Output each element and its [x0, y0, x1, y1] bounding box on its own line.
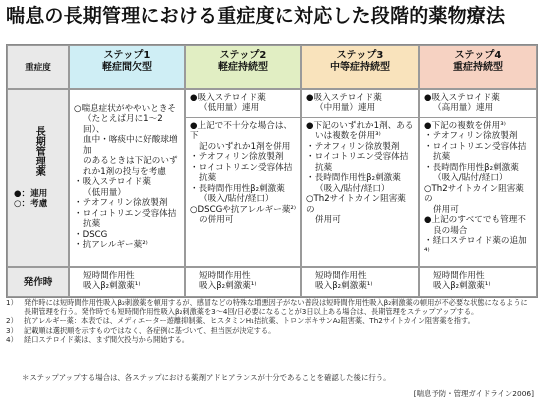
list-item: （たとえば月に1〜2回）、	[83, 114, 163, 135]
legend-use: ●：連用	[14, 188, 48, 199]
list-item: ・ロイコトリエン受容体拮	[190, 162, 293, 173]
divider	[302, 117, 418, 118]
step4-long-term	[419, 89, 537, 267]
therapy-table	[6, 44, 538, 298]
list-item: ・テオフィリン徐放製剤	[74, 198, 168, 209]
footnote	[6, 298, 534, 316]
legend-consider: ○：考慮	[14, 198, 48, 209]
list-item: ・抗アレルギー薬²⁾	[74, 240, 148, 251]
list-item: 併用可	[433, 204, 459, 215]
list-item: ●上記で不十分な場合は、下	[190, 120, 293, 142]
list-item: 抗薬	[315, 162, 333, 173]
footnote-text: 記載順は選択順を示すものではなく、各症例に基づいて、担当医が決定する。	[24, 325, 276, 335]
list-item: の併用可	[199, 215, 234, 226]
footnote	[6, 326, 534, 335]
list-item: ●下記の複数を併用³⁾	[424, 120, 506, 131]
footnote	[6, 316, 534, 325]
attack-line2: 吸入β₂刺激薬¹⁾	[315, 281, 373, 292]
footnotes	[6, 298, 534, 344]
divider	[186, 117, 300, 118]
list-item: ●吸入ステロイド薬	[306, 93, 382, 103]
attack-line2: 吸入β₂刺激薬¹⁾	[433, 281, 491, 292]
step4-label: ステップ4	[454, 50, 502, 61]
page-title: 喘息の長期管理における重症度に対応した段階的薬物療法	[6, 5, 506, 27]
attack-header	[7, 267, 69, 297]
step3-long-term	[301, 89, 419, 267]
footnote-number: 2）	[6, 316, 18, 326]
source-citation: [喘息予防・管理ガイドライン2006]	[413, 389, 534, 398]
footnote-number: 3）	[6, 325, 18, 335]
list-item: ・DSCG	[74, 229, 108, 240]
list-item: 抗薬	[433, 152, 451, 163]
footnote-number: 1）	[6, 298, 18, 307]
attack-line2: 吸入β₂刺激薬¹⁾	[83, 281, 141, 292]
list-item: ○Th2サイトカイン阻害薬の	[424, 183, 524, 205]
divider	[420, 117, 536, 118]
step3-name: 中等症持続型	[330, 62, 390, 74]
step1-attack	[69, 267, 185, 297]
footnote-text: 発作時には短時間作用性吸入β₂刺激薬を頓用するが、感冒などの特殊な増悪因子がない普段は短時間作用性吸入β₂刺激薬の頓用が不必要な状態になるように長期管理を行う。発作時でも短時間作用性吸入β₂刺激薬を3〜4回/日必要になることが3日以上ある場合は、長期管理をステップアップする。	[24, 298, 528, 317]
long-term-text: 長期管理薬	[33, 126, 45, 176]
long-term-header	[7, 89, 69, 267]
list-item: いは複数を併用³⁾	[315, 131, 381, 142]
list-item: （低用量）連用	[199, 103, 260, 114]
list-item: ・経口ステロイド薬の追加⁴⁾	[424, 236, 527, 257]
step2-header	[185, 45, 301, 89]
list-item: ・テオフィリン徐放製剤	[424, 131, 518, 142]
list-item: のあるときは下記のいず	[83, 156, 178, 167]
list-item: （吸入/貼付/経口）	[315, 183, 390, 194]
list-item: ●下記のいずれか1剤、ある	[306, 120, 414, 131]
list-item: ・ロイコトリエン受容体拮	[306, 152, 409, 163]
list-item: ○Th2サイトカイン阻害薬の	[306, 194, 406, 215]
step4-attack	[419, 267, 537, 297]
list-item: ●吸入ステロイド薬	[424, 93, 500, 103]
long-term-label	[8, 126, 68, 181]
step3-header	[301, 45, 419, 89]
step1-header	[69, 45, 185, 89]
list-item: ・長時間作用性β₂刺激薬	[306, 173, 401, 184]
step2-label: ステップ2	[219, 50, 267, 61]
step4-name: 重症持続型	[453, 62, 503, 74]
list-item: 併用可	[315, 215, 341, 226]
step4-header	[419, 45, 537, 89]
list-item: ●上記のすべてでも管理不	[424, 215, 526, 226]
attack-line1: 短時間作用性	[315, 271, 367, 281]
attack-label: 発作時	[23, 277, 53, 288]
step3-attack	[301, 267, 419, 297]
list-item: 記のいずれか1剤を併用	[199, 141, 291, 152]
attack-line2: 吸入β₂刺激薬¹⁾	[199, 281, 257, 292]
list-item: ・テオフィリン徐放製剤	[306, 141, 400, 152]
severity-label: 重症度	[25, 63, 51, 73]
step2-long-term	[185, 89, 301, 267]
list-item: ・長時間作用性β₂刺激薬	[190, 183, 285, 194]
step1-long-term	[69, 89, 185, 267]
severity-header	[7, 45, 69, 89]
step2-name: 軽症持続型	[218, 62, 268, 74]
attack-line1: 短時間作用性	[433, 271, 485, 281]
list-item: ・ロイコトリエン受容体拮	[424, 141, 527, 152]
list-item: ●吸入ステロイド薬	[190, 93, 266, 103]
list-item: ○喘息症状がややいときそ	[74, 104, 177, 114]
list-item: ・テオフィリン徐放製剤	[190, 152, 284, 163]
legend	[8, 189, 68, 210]
step3-label: ステップ3	[336, 50, 384, 61]
step-up-note: ＊ステップアップする場合は、各ステップにおける薬剤アドヒアランスが十分であることを確認した後に行う。	[22, 373, 391, 382]
list-item: ・長時間作用性β₂刺激薬	[424, 162, 519, 173]
list-item: 血中・喀痰中に好酸球増加	[83, 135, 178, 156]
step1-label: ステップ1	[103, 50, 151, 61]
list-item: （中用量）連用	[315, 103, 376, 114]
list-item: （低用量）	[83, 187, 126, 198]
list-item: 抗薬	[199, 173, 217, 184]
list-item: （高用量）連用	[433, 103, 494, 114]
attack-line1: 短時間作用性	[83, 271, 135, 281]
list-item: 良の場合	[433, 225, 468, 236]
attack-line1: 短時間作用性	[199, 271, 251, 281]
footnote-text: 経口ステロイド薬は、まず間欠投与から開始する。	[24, 334, 189, 344]
step2-attack	[185, 267, 301, 297]
footnote-text: 抗アレルギー薬：本表では、メディエーター遊離抑制薬、ヒスタミンH₁拮抗薬、トロンボキサンA₂阻害薬、Th2サイトカイン阻害薬を指す。	[24, 316, 475, 326]
list-item: 抗薬	[83, 219, 101, 230]
list-item: ・吸入ステロイド薬	[74, 177, 151, 188]
footnote	[6, 335, 534, 344]
list-item: ○DSCGや抗アレルギー薬²⁾	[190, 204, 296, 215]
footnote-number: 4）	[6, 334, 18, 344]
step1-name: 軽症間欠型	[102, 62, 152, 74]
list-item: れか1剤の投与を考慮	[83, 166, 166, 177]
list-item: （吸入/貼付/経口）	[433, 173, 508, 184]
list-item: ・ロイコトリエン受容体拮	[74, 208, 177, 219]
list-item: （吸入/貼付/経口）	[199, 194, 274, 205]
